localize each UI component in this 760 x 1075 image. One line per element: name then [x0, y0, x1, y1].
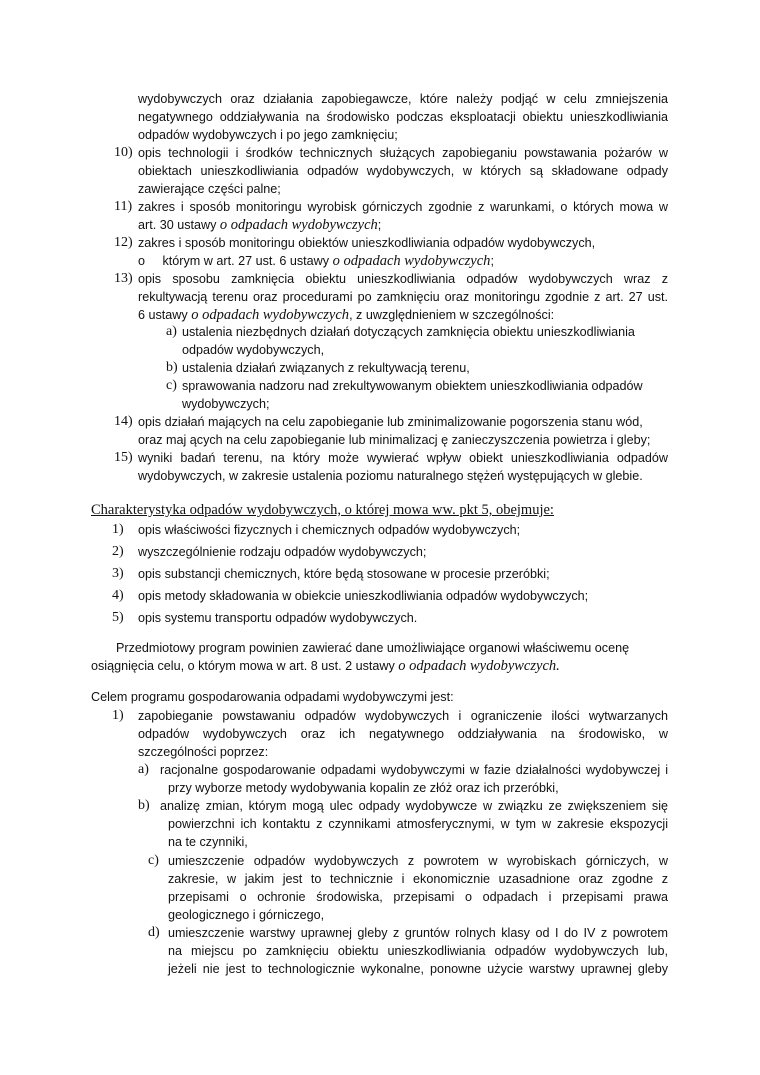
char-item-1-text: opis właściwości fizycznych i chemicznych odpadów wydobywczych; — [138, 523, 521, 537]
goal-item-1-line-1: zapobieganie powstawaniu odpadów wydobywczych i ograniczenie ilości wytwarzanych — [138, 709, 668, 723]
char-item-3-text: opis substancji chemicznych, które będą stosowane w procesie przeróbki; — [138, 567, 550, 581]
item-13-a-line-1: ustalenia niezbędnych działań dotyczących zamknięcia obiektu unieszkodliwiania — [182, 325, 635, 339]
item-13-c-line-2: wydobywczych; — [182, 397, 270, 411]
item-13-b-letter: b) — [166, 360, 178, 375]
goal-b-letter: b) — [138, 798, 150, 813]
goal-item-1-line-2: odpadów wydobywczych oraz ich negatywnego oddziaływania na środowisko, w — [138, 727, 668, 741]
char-item-3-number: 3) — [112, 566, 124, 581]
section-3-heading: Celem programu gospodarowania odpadami wydobywczymi jest: — [91, 690, 454, 704]
item-14-line-1: opis działań mających na celu zapobieganie lub zminimalizowanie pogorszenia stanu wód, — [138, 415, 643, 429]
item-13-a-letter: a) — [166, 324, 177, 339]
program-paragraph-line-2: osiągnięcia celu, o którym mowa w art. 8 ust. 2 ustawy o odpadach wydobywczych. — [91, 658, 560, 674]
goal-c-line-2: zakresie, w jakim jest to technicznie i ekonomicznie uzasadnione oraz zgodne z — [168, 872, 668, 886]
item-13-a-line-2: odpadów wydobywczych, — [182, 343, 325, 357]
item-13-number: 13) — [114, 271, 133, 286]
item-10-line-3: zawierające części palne; — [138, 182, 281, 196]
goal-item-1-line-3: szczególności poprzez: — [138, 745, 269, 759]
goal-c-line-4: geologicznego i górniczego, — [168, 908, 325, 922]
char-item-5-number: 5) — [112, 610, 124, 625]
item-10-line-2: obiektach unieszkodliwiania odpadów wydobywczych, w których są składowane odpady — [138, 164, 668, 178]
item-13-c-letter: c) — [166, 378, 177, 393]
intro-line-2: negatywnego oddziaływania na środowisko podczas eksploatacji obiektu unieszkodliwiania — [138, 110, 668, 124]
item-14-number: 14) — [114, 414, 133, 429]
item-13-line-1: opis sposobu zamknięcia obiektu unieszkodliwiania odpadów wydobywczych wraz z — [138, 272, 668, 286]
goal-item-1-number: 1) — [112, 708, 124, 723]
item-13-b-line-1: ustalenia działań związanych z rekultywacją terenu, — [182, 361, 470, 375]
item-10-number: 10) — [114, 145, 133, 160]
intro-line-1: wydobywczych oraz działania zapobiegawcze, które należy podjąć w celu zmniejszenia — [138, 92, 668, 106]
char-item-2-number: 2) — [112, 544, 124, 559]
item-15-line-1: wyniki badań terenu, na który może wywierać wpływ obiekt unieszkodliwiania odpadów — [138, 451, 668, 465]
item-12-line-2: o którym w art. 27 ust. 6 ustawy o odpadach wydobywczych; — [138, 253, 494, 269]
goal-d-line-1: umieszczenie warstwy uprawnej gleby z gruntów rolnych klasy od I do IV z powrotem — [168, 926, 668, 940]
item-15-line-2: wydobywczych, w zakresie ustalenia poziomu naturalnego stężeń występujących w glebie. — [138, 469, 643, 483]
item-11-line-1: zakres i sposób monitoringu wyrobisk górniczych zgodnie z warunkami, o których mowa w — [138, 200, 668, 214]
program-paragraph-line-1: Przedmiotowy program powinien zawierać dane umożliwiające organowi właściwemu ocenę — [116, 641, 630, 655]
item-14-line-2: oraz maj ących na celu zapobieganie lub minimalizacj ę zanieczyszczenia powietrza i gleby; — [138, 433, 651, 447]
item-11-number: 11) — [114, 199, 133, 214]
goal-b-line-3: na te czynniki, — [168, 835, 248, 849]
goal-d-line-2: na miejscu po zamknięciu obiektu unieszkodliwiania odpadów wydobywczych lub, — [168, 944, 668, 958]
item-12-line-1: zakres i sposób monitoringu obiektów unieszkodliwiania odpadów wydobywczych, — [138, 236, 596, 250]
section-2-heading: Charakterystyka odpadów wydobywczych, o której mowa ww. pkt 5, obejmuje: — [91, 502, 554, 518]
intro-line-3: odpadów wydobywczych i po jego zamknięciu; — [138, 128, 398, 142]
goal-d-line-3: jeżeli nie jest to technologicznie wykonalne, ponowne użycie warstwy uprawnej gleby — [168, 962, 668, 976]
goal-c-line-3: przepisami o ochronie środowiska, przepisami o odpadach i przepisami prawa — [168, 890, 668, 904]
item-13-line-3: 6 ustawy o odpadach wydobywczych, z uwzględnieniem w szczególności: — [138, 307, 555, 323]
char-item-5-text: opis systemu transportu odpadów wydobywczych. — [138, 611, 418, 625]
goal-a-letter: a) — [138, 762, 149, 777]
goal-a-line-1: racjonalne gospodarowanie odpadami wydobywczymi w fazie działalności wydobywczej i — [160, 763, 668, 777]
char-item-1-number: 1) — [112, 522, 124, 537]
item-12-number: 12) — [114, 235, 133, 250]
item-15-number: 15) — [114, 450, 133, 465]
goal-b-line-1: analizę zmian, którym mogą ulec odpady wydobywcze w związku ze zwiększeniem się — [160, 799, 668, 813]
goal-b-line-2: powierzchni ich kontaktu z czynnikami atmosferycznymi, w tym w zakresie ekspozycji — [168, 817, 668, 831]
char-item-4-number: 4) — [112, 588, 124, 603]
goal-a-line-2: przy wyborze metody wydobywania kopalin ze złóż oraz ich przeróbki, — [168, 781, 559, 795]
item-10-line-1: opis technologii i środków technicznych służących zapobieganiu powstawania pożarów w — [138, 146, 668, 160]
char-item-4-text: opis metody składowania w obiekcie unieszkodliwiania odpadów wydobywczych; — [138, 589, 589, 603]
item-13-line-2: rekultywacją terenu oraz procedurami po zamknięciu oraz monitoringu zgodnie z art. 27 ust. — [138, 290, 668, 304]
char-item-2-text: wyszczególnienie rodzaju odpadów wydobywczych; — [138, 545, 427, 559]
goal-c-line-1: umieszczenie odpadów wydobywczych z powrotem w wyrobiskach górniczych, w — [168, 854, 668, 868]
item-13-c-line-1: sprawowania nadzoru nad zrekultywowanym obiektem unieszkodliwiania odpadów — [182, 379, 643, 393]
goal-d-letter: d) — [148, 925, 160, 940]
goal-c-letter: c) — [148, 853, 159, 868]
item-11-line-2: art. 30 ustawy o odpadach wydobywczych; — [138, 217, 382, 233]
